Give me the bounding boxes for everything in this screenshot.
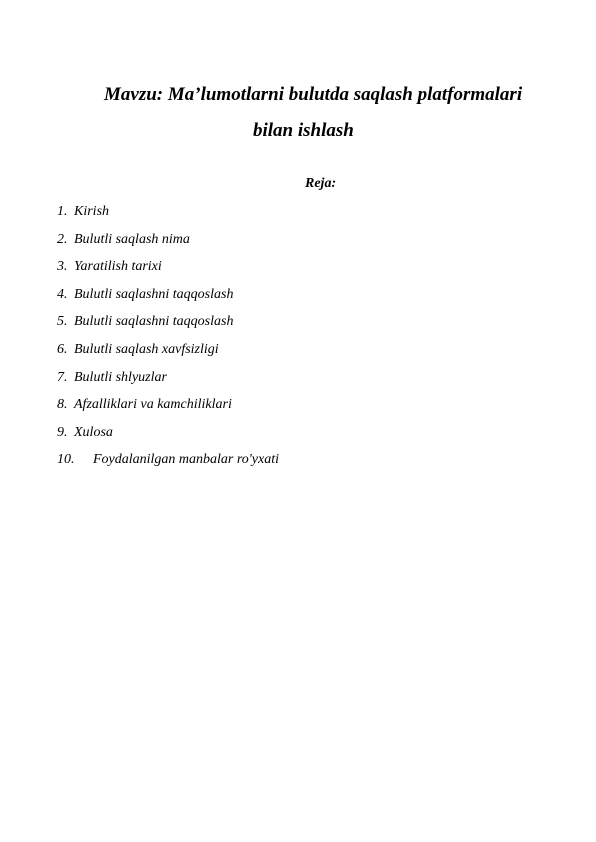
- plan-item-number: 1.: [57, 204, 68, 219]
- plan-item-number: 9.: [57, 424, 68, 440]
- plan-item-number: 8.: [57, 397, 68, 413]
- plan-item-text: Foydalanilgan manbalar ro'yxati: [93, 452, 280, 468]
- document-title-line-1: Mavzu: Ma’lumotlarni bulutda saqlash platformalari: [104, 84, 523, 105]
- plan-item-number: 5.: [57, 314, 68, 330]
- plan-item-text: Bulutli saqlash xavfsizligi: [74, 341, 219, 357]
- plan-item-number: 10.: [57, 452, 75, 468]
- plan-item-number: 4.: [57, 286, 68, 302]
- plan-item-text: Kirish: [74, 204, 110, 219]
- plan-item-text: Xulosa: [74, 424, 113, 440]
- plan-item-text: Bulutli saqlashni taqqoslash: [74, 314, 234, 330]
- plan-item-text: Bulutli shlyuzlar: [74, 369, 167, 385]
- plan-item-number: 6.: [57, 341, 68, 357]
- plan-item-text: Bulutli saqlash nima: [74, 231, 190, 247]
- plan-item-text: Yaratilish tarixi: [74, 259, 162, 275]
- plan-item-number: 2.: [57, 231, 68, 247]
- plan-item-number: 7.: [57, 369, 68, 385]
- plan-item-text: Bulutli saqlashni taqqoslash: [74, 286, 234, 302]
- plan-heading: Reja:: [305, 176, 337, 191]
- plan-item-text: Afzalliklari va kamchiliklari: [74, 397, 232, 413]
- plan-item-number: 3.: [57, 259, 68, 275]
- document-title-line-2: bilan ishlash: [253, 120, 354, 141]
